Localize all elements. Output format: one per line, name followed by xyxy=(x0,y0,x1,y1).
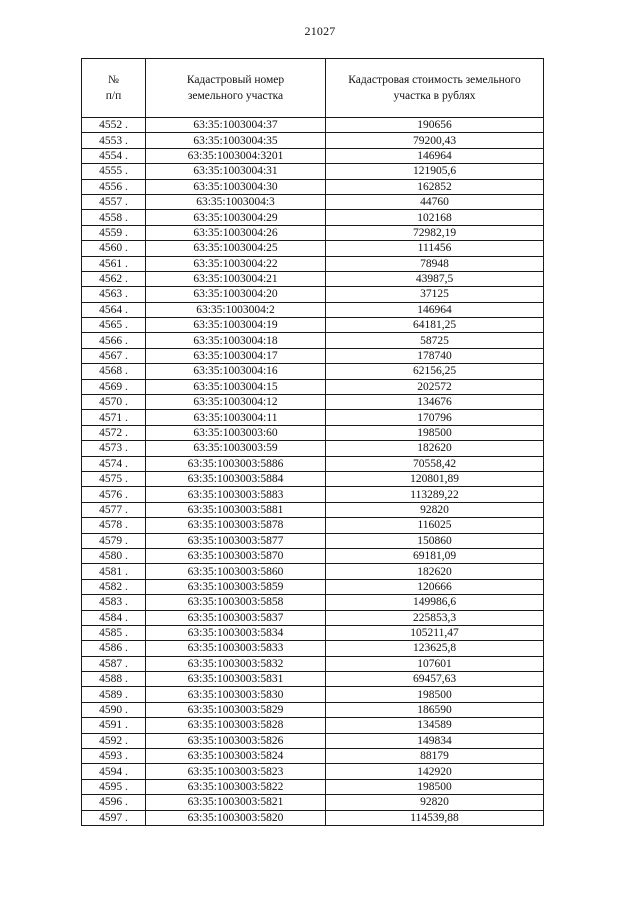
table-row xyxy=(82,471,544,486)
cadastral-number: 63:35:1003003:5837 xyxy=(146,610,326,625)
cadastral-value: 198500 xyxy=(326,779,544,794)
table-row xyxy=(82,379,544,394)
table-row xyxy=(82,318,544,333)
cadastral-value: 149834 xyxy=(326,733,544,748)
table-row xyxy=(82,487,544,502)
cadastral-value: 92820 xyxy=(326,502,544,517)
table-row xyxy=(82,148,544,163)
row-number: 4582 . xyxy=(82,579,146,594)
header-cadastral-value xyxy=(326,59,544,118)
cadastral-number: 63:35:1003004:29 xyxy=(146,210,326,225)
cadastral-value: 120666 xyxy=(326,579,544,594)
row-number: 4553 . xyxy=(82,133,146,148)
cadastral-number: 63:35:1003004:25 xyxy=(146,241,326,256)
cadastral-value: 107601 xyxy=(326,656,544,671)
row-number: 4578 . xyxy=(82,518,146,533)
header-number-line-1: № xyxy=(108,74,119,86)
row-number: 4595 . xyxy=(82,779,146,794)
cadastral-number: 63:35:1003004:19 xyxy=(146,318,326,333)
table-row xyxy=(82,348,544,363)
cadastral-value: 79200,43 xyxy=(326,133,544,148)
table-row xyxy=(82,241,544,256)
cadastral-value: 72982,19 xyxy=(326,225,544,240)
cadastral-number: 63:35:1003003:5877 xyxy=(146,533,326,548)
cadastral-number: 63:35:1003003:5830 xyxy=(146,687,326,702)
table-row xyxy=(82,395,544,410)
table-row xyxy=(82,656,544,671)
cadastral-value: 123625,8 xyxy=(326,641,544,656)
cadastral-number: 63:35:1003004:16 xyxy=(146,364,326,379)
cadastral-number: 63:35:1003003:60 xyxy=(146,425,326,440)
cadastral-value: 178740 xyxy=(326,348,544,363)
header-value-line-2: участка в рублях xyxy=(393,90,476,102)
cadastral-value: 146964 xyxy=(326,148,544,163)
row-number: 4575 . xyxy=(82,471,146,486)
cadastral-number: 63:35:1003003:5829 xyxy=(146,702,326,717)
row-number: 4570 . xyxy=(82,395,146,410)
cadastral-value-table xyxy=(81,58,544,826)
cadastral-value: 78948 xyxy=(326,256,544,271)
row-number: 4593 . xyxy=(82,749,146,764)
row-number: 4568 . xyxy=(82,364,146,379)
cadastral-value: 120801,89 xyxy=(326,471,544,486)
header-row xyxy=(82,59,544,118)
row-number: 4576 . xyxy=(82,487,146,502)
cadastral-value: 92820 xyxy=(326,795,544,810)
cadastral-number: 63:35:1003003:5828 xyxy=(146,718,326,733)
header-cadastral-line-1: Кадастровый номер xyxy=(186,74,285,86)
cadastral-number: 63:35:1003003:5870 xyxy=(146,548,326,563)
page-number: 21027 xyxy=(304,24,336,38)
table-row xyxy=(82,687,544,702)
table-row xyxy=(82,702,544,717)
cadastral-number: 63:35:1003004:2 xyxy=(146,302,326,317)
cadastral-value: 62156,25 xyxy=(326,364,544,379)
row-number: 4596 . xyxy=(82,795,146,810)
row-number: 4559 . xyxy=(82,225,146,240)
cadastral-number: 63:35:1003004:3 xyxy=(146,194,326,209)
cadastral-number: 63:35:1003003:5858 xyxy=(146,595,326,610)
cadastral-value: 69181,09 xyxy=(326,548,544,563)
table-row xyxy=(82,795,544,810)
table-row xyxy=(82,610,544,625)
cadastral-value: 70558,42 xyxy=(326,456,544,471)
cadastral-number: 63:35:1003003:5823 xyxy=(146,764,326,779)
table-row xyxy=(82,194,544,209)
row-number: 4592 . xyxy=(82,733,146,748)
table-row xyxy=(82,164,544,179)
row-number: 4577 . xyxy=(82,502,146,517)
cadastral-value: 162852 xyxy=(326,179,544,194)
cadastral-value: 43987,5 xyxy=(326,271,544,286)
cadastral-number: 63:35:1003004:21 xyxy=(146,271,326,286)
table-row xyxy=(82,764,544,779)
cadastral-number: 63:35:1003003:5831 xyxy=(146,672,326,687)
table-body xyxy=(82,118,544,826)
cadastral-number: 63:35:1003004:18 xyxy=(146,333,326,348)
row-number: 4565 . xyxy=(82,318,146,333)
cadastral-value: 142920 xyxy=(326,764,544,779)
table-row xyxy=(82,502,544,517)
cadastral-value: 111456 xyxy=(326,241,544,256)
cadastral-value: 88179 xyxy=(326,749,544,764)
table-row xyxy=(82,410,544,425)
cadastral-value: 182620 xyxy=(326,441,544,456)
row-number: 4567 . xyxy=(82,348,146,363)
table-row xyxy=(82,302,544,317)
cadastral-number: 63:35:1003003:5859 xyxy=(146,579,326,594)
cadastral-value: 134676 xyxy=(326,395,544,410)
cadastral-number: 63:35:1003003:59 xyxy=(146,441,326,456)
table-row xyxy=(82,518,544,533)
cadastral-number: 63:35:1003004:22 xyxy=(146,256,326,271)
row-number: 4562 . xyxy=(82,271,146,286)
row-number: 4558 . xyxy=(82,210,146,225)
cadastral-number: 63:35:1003003:5834 xyxy=(146,625,326,640)
cadastral-number: 63:35:1003004:17 xyxy=(146,348,326,363)
cadastral-value: 186590 xyxy=(326,702,544,717)
cadastral-value: 170796 xyxy=(326,410,544,425)
cadastral-value: 146964 xyxy=(326,302,544,317)
row-number: 4556 . xyxy=(82,179,146,194)
row-number: 4581 . xyxy=(82,564,146,579)
cadastral-value: 150860 xyxy=(326,533,544,548)
row-number: 4566 . xyxy=(82,333,146,348)
cadastral-value: 37125 xyxy=(326,287,544,302)
row-number: 4571 . xyxy=(82,410,146,425)
cadastral-value: 149986,6 xyxy=(326,595,544,610)
row-number: 4554 . xyxy=(82,148,146,163)
table-row xyxy=(82,179,544,194)
table-row xyxy=(82,425,544,440)
cadastral-number: 63:35:1003003:5833 xyxy=(146,641,326,656)
row-number: 4572 . xyxy=(82,425,146,440)
table-row xyxy=(82,564,544,579)
table-row xyxy=(82,287,544,302)
cadastral-value: 198500 xyxy=(326,687,544,702)
cadastral-number: 63:35:1003003:5820 xyxy=(146,810,326,825)
cadastral-value: 134589 xyxy=(326,718,544,733)
row-number: 4579 . xyxy=(82,533,146,548)
table-row xyxy=(82,333,544,348)
cadastral-number: 63:35:1003004:37 xyxy=(146,118,326,133)
row-number: 4585 . xyxy=(82,625,146,640)
table-row xyxy=(82,733,544,748)
cadastral-value: 105211,47 xyxy=(326,625,544,640)
row-number: 4589 . xyxy=(82,687,146,702)
cadastral-value: 116025 xyxy=(326,518,544,533)
cadastral-value: 225853,3 xyxy=(326,610,544,625)
row-number: 4557 . xyxy=(82,194,146,209)
cadastral-number: 63:35:1003004:31 xyxy=(146,164,326,179)
header-cadastral-number xyxy=(146,59,326,118)
row-number: 4580 . xyxy=(82,548,146,563)
table-row xyxy=(82,779,544,794)
cadastral-number: 63:35:1003003:5878 xyxy=(146,518,326,533)
table-row xyxy=(82,456,544,471)
row-number: 4563 . xyxy=(82,287,146,302)
cadastral-value: 121905,6 xyxy=(326,164,544,179)
row-number: 4573 . xyxy=(82,441,146,456)
row-number: 4594 . xyxy=(82,764,146,779)
cadastral-number: 63:35:1003003:5881 xyxy=(146,502,326,517)
table-row xyxy=(82,533,544,548)
table-row xyxy=(82,641,544,656)
cadastral-value: 182620 xyxy=(326,564,544,579)
cadastral-number: 63:35:1003004:26 xyxy=(146,225,326,240)
table-row xyxy=(82,548,544,563)
table-row xyxy=(82,625,544,640)
cadastral-number: 63:35:1003003:5826 xyxy=(146,733,326,748)
cadastral-value: 69457,63 xyxy=(326,672,544,687)
row-number: 4586 . xyxy=(82,641,146,656)
row-number: 4552 . xyxy=(82,118,146,133)
table-row xyxy=(82,810,544,825)
row-number: 4560 . xyxy=(82,241,146,256)
cadastral-value: 190656 xyxy=(326,118,544,133)
cadastral-value: 58725 xyxy=(326,333,544,348)
row-number: 4564 . xyxy=(82,302,146,317)
table-row xyxy=(82,595,544,610)
row-number: 4590 . xyxy=(82,702,146,717)
cadastral-number: 63:35:1003003:5822 xyxy=(146,779,326,794)
cadastral-number: 63:35:1003004:12 xyxy=(146,395,326,410)
row-number: 4587 . xyxy=(82,656,146,671)
cadastral-number: 63:35:1003004:15 xyxy=(146,379,326,394)
row-number: 4597 . xyxy=(82,810,146,825)
table-row xyxy=(82,718,544,733)
cadastral-number: 63:35:1003003:5886 xyxy=(146,456,326,471)
cadastral-number: 63:35:1003003:5860 xyxy=(146,564,326,579)
cadastral-number: 63:35:1003004:20 xyxy=(146,287,326,302)
row-number: 4588 . xyxy=(82,672,146,687)
cadastral-value: 44760 xyxy=(326,194,544,209)
table-row xyxy=(82,210,544,225)
table-row xyxy=(82,256,544,271)
cadastral-value: 202572 xyxy=(326,379,544,394)
cadastral-number: 63:35:1003004:3201 xyxy=(146,148,326,163)
cadastral-value: 113289,22 xyxy=(326,487,544,502)
row-number: 4574 . xyxy=(82,456,146,471)
row-number: 4569 . xyxy=(82,379,146,394)
row-number: 4561 . xyxy=(82,256,146,271)
header-cadastral-line-2: земельного участка xyxy=(187,90,284,102)
row-number: 4583 . xyxy=(82,595,146,610)
cadastral-value: 114539,88 xyxy=(326,810,544,825)
table-row xyxy=(82,579,544,594)
header-number xyxy=(82,59,146,118)
cadastral-number: 63:35:1003003:5832 xyxy=(146,656,326,671)
table-row xyxy=(82,364,544,379)
cadastral-value: 198500 xyxy=(326,425,544,440)
cadastral-number: 63:35:1003003:5884 xyxy=(146,471,326,486)
cadastral-number: 63:35:1003004:30 xyxy=(146,179,326,194)
table-row xyxy=(82,672,544,687)
header-number-line-2: п/п xyxy=(105,90,122,102)
cadastral-number: 63:35:1003003:5883 xyxy=(146,487,326,502)
header-value-line-1: Кадастровая стоимость земельного xyxy=(348,74,521,86)
table-header xyxy=(82,59,544,118)
table-row xyxy=(82,118,544,133)
cadastral-value: 64181,25 xyxy=(326,318,544,333)
cadastral-value: 102168 xyxy=(326,210,544,225)
row-number: 4584 . xyxy=(82,610,146,625)
cadastral-number: 63:35:1003004:35 xyxy=(146,133,326,148)
cadastral-number: 63:35:1003004:11 xyxy=(146,410,326,425)
table-row xyxy=(82,271,544,286)
table-row xyxy=(82,749,544,764)
table-row xyxy=(82,441,544,456)
cadastral-number: 63:35:1003003:5821 xyxy=(146,795,326,810)
table-row xyxy=(82,133,544,148)
cadastral-number: 63:35:1003003:5824 xyxy=(146,749,326,764)
table-row xyxy=(82,225,544,240)
row-number: 4591 . xyxy=(82,718,146,733)
row-number: 4555 . xyxy=(82,164,146,179)
